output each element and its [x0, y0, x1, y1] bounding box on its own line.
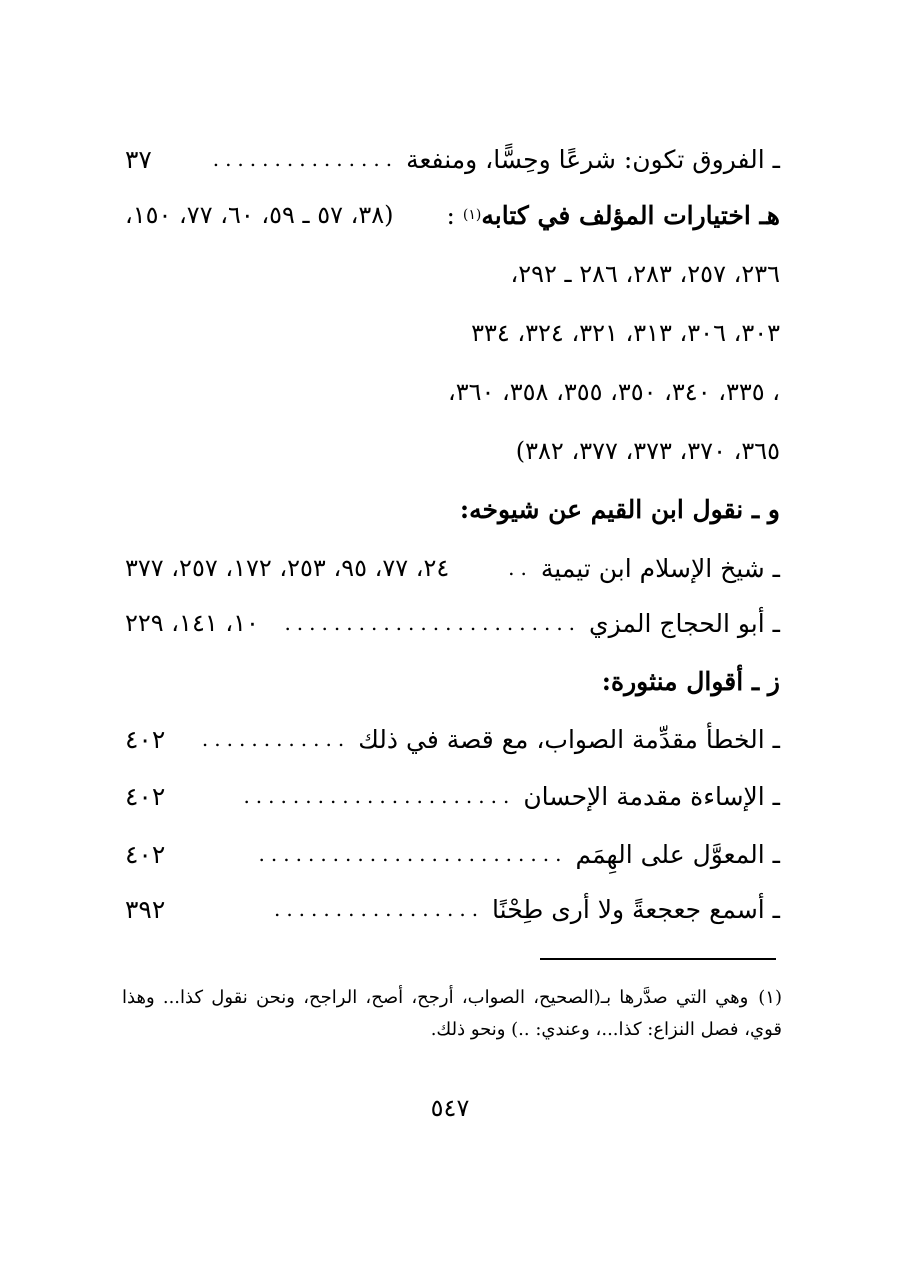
entry-label: ـ الإساءة مقدمة الإحسان: [523, 781, 780, 811]
entry-label: ـ الفروق تكون: شرعًا وحِسًّا، ومنفعة: [406, 144, 780, 174]
page-list-line: [440, 311, 780, 355]
footnote-text: وهي التي صدَّرها بـ(الصحيح، الصواب، أرجح، أصح، الراجح، ونحن نقول كذا... وهذا قوي، فصل النزاع: كذا...، وعندي: ..) ونحو ذلك.: [122, 987, 782, 1040]
section-heading-scattered-sayings: [125, 659, 780, 703]
page-references: ١٠، ١٤١، ٢٢٩: [125, 609, 259, 637]
page-references: ٤٠٢: [125, 724, 166, 754]
entry-label: ـ الخطأ مقدِّمة الصواب، مع قصة في ذلك: [358, 724, 780, 754]
footnote-marker: (١): [758, 987, 782, 1008]
page-number: ٥٤٧: [430, 1094, 470, 1122]
page-references: ٤٠٢: [125, 839, 166, 869]
section-heading-ibn-qayyim-quotes: [125, 487, 780, 531]
dot-leader: ......................: [243, 784, 516, 808]
page-references: ٣٦٥، ٣٧٠، ٣٧٣، ٣٧٧، ٣٨٢): [515, 437, 780, 465]
footnote-reference: (١): [462, 207, 482, 223]
dot-leader: .................: [273, 897, 485, 921]
index-entry-offense-precedes-kindness: [125, 774, 780, 818]
page-references: ، ٣٣٥، ٣٤٠، ٣٥٠، ٣٥٥، ٣٥٨، ٣٦٠،: [447, 378, 780, 406]
page-references: ٣٩٢: [125, 894, 166, 924]
entry-label: ـ أسمع جعجعةً ولا أرى طِحْنًا: [492, 894, 780, 924]
footnote-separator-rule: [540, 958, 776, 960]
page-list-line: [380, 370, 780, 414]
entry-label: ـ شيخ الإسلام ابن تيمية: [540, 553, 780, 583]
page-references: ٤٠٢: [125, 781, 166, 811]
footnote: [122, 982, 782, 1046]
dot-leader: ...............: [212, 147, 399, 171]
page-references: ٢٤، ٧٧، ٩٥، ٢٥٣، ١٧٢، ٢٥٧، ٣٧٧: [125, 554, 450, 582]
page-list-line: [440, 429, 780, 473]
dot-leader: ............: [201, 727, 351, 751]
entry-label: ـ أبو الحجاج المزي: [589, 608, 780, 638]
index-entry-error-precedes-truth: [125, 717, 780, 761]
section-heading-author-choices: [125, 193, 780, 237]
dot-leader: .........................: [258, 842, 568, 866]
index-entry-ibn-taymiyya: [125, 546, 780, 590]
index-entry-al-mizzi: [125, 601, 780, 645]
page-references: ٢٣٦، ٢٥٧، ٢٨٣، ٢٨٦ ـ ٢٩٢،: [510, 260, 780, 288]
index-entry-reliance-on-resolve: [125, 832, 780, 876]
page-references: (٣٨، ٥٧ ـ ٥٩، ٦٠، ٧٧، ١٥٠،: [125, 201, 394, 229]
heading-separator: :: [446, 200, 455, 230]
page-references: ٣٧: [125, 144, 152, 174]
index-entry-differences: [125, 137, 780, 181]
dot-leader: ........................: [284, 611, 582, 635]
entry-label: ـ المعوَّل على الهِمَم: [575, 839, 780, 869]
page-references: ٣٠٣، ٣٠٦، ٣١٣، ٣٢١، ٣٢٤، ٣٣٤: [471, 319, 780, 347]
section-heading: ز ـ أقوال منثورة:: [601, 666, 780, 696]
dot-leader: ..: [508, 556, 533, 580]
page-list-line: [440, 252, 780, 296]
index-entry-noise-without-flour: [125, 887, 780, 931]
section-heading: و ـ نقول ابن القيم عن شيوخه:: [459, 494, 780, 524]
section-heading: هـ اختيارات المؤلف في كتابه: [481, 200, 780, 230]
